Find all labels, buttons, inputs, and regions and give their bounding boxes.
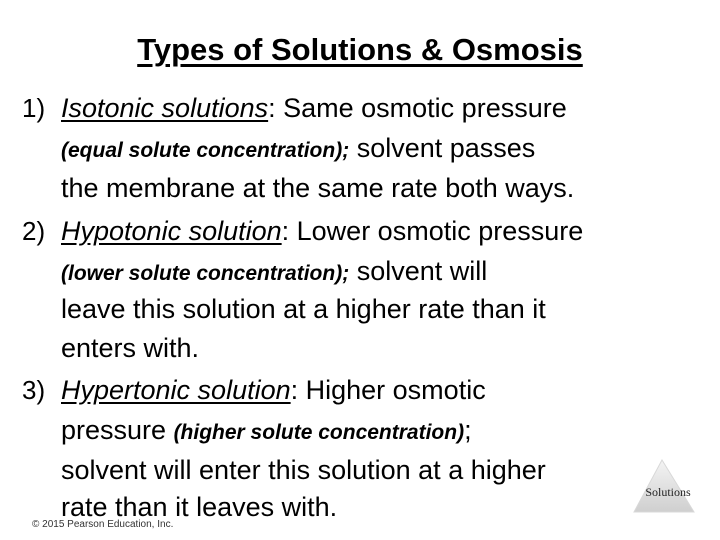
item-line-3: the membrane at the same rate both ways. bbox=[61, 173, 575, 203]
item-text: solvent passes bbox=[349, 133, 536, 163]
item-number: 3) bbox=[22, 375, 46, 405]
concentration-note: (lower solute concentration); bbox=[61, 262, 350, 285]
item-number: 1) bbox=[22, 93, 46, 123]
item-line-3: leave this solution at a higher rate than it bbox=[61, 294, 546, 324]
solutions-logo bbox=[632, 458, 696, 514]
item-text: : Lower osmotic pressure bbox=[281, 216, 584, 246]
item-line-2 bbox=[61, 130, 535, 169]
item-line-2 bbox=[61, 253, 487, 292]
item-text: ; bbox=[464, 415, 472, 445]
item-text: : Higher osmotic bbox=[290, 375, 486, 405]
item-text: pressure bbox=[61, 415, 174, 445]
item-line-1 bbox=[61, 213, 583, 249]
term-hypotonic: Hypotonic solution bbox=[61, 216, 282, 246]
concentration-note: (higher solute concentration) bbox=[173, 421, 465, 444]
slide-title: Types of Solutions & Osmosis bbox=[137, 32, 583, 67]
item-line-1 bbox=[61, 372, 486, 408]
term-isotonic: Isotonic solutions bbox=[61, 93, 269, 123]
item-line-4: enters with. bbox=[61, 333, 200, 363]
item-line-3: solvent will enter this solution at a higher bbox=[61, 455, 546, 485]
logo-label: Solutions bbox=[645, 485, 691, 499]
item-line-4: rate than it leaves with. bbox=[61, 492, 338, 522]
copyright-notice: © 2015 Pearson Education, Inc. bbox=[32, 519, 174, 530]
item-line-2 bbox=[61, 412, 472, 451]
concentration-note: (equal solute concentration); bbox=[61, 139, 350, 162]
term-hypertonic: Hypertonic solution bbox=[61, 375, 291, 405]
item-text: : Same osmotic pressure bbox=[268, 93, 567, 123]
item-text: solvent will bbox=[349, 256, 488, 286]
item-line-1 bbox=[61, 90, 567, 126]
item-number: 2) bbox=[22, 216, 46, 246]
